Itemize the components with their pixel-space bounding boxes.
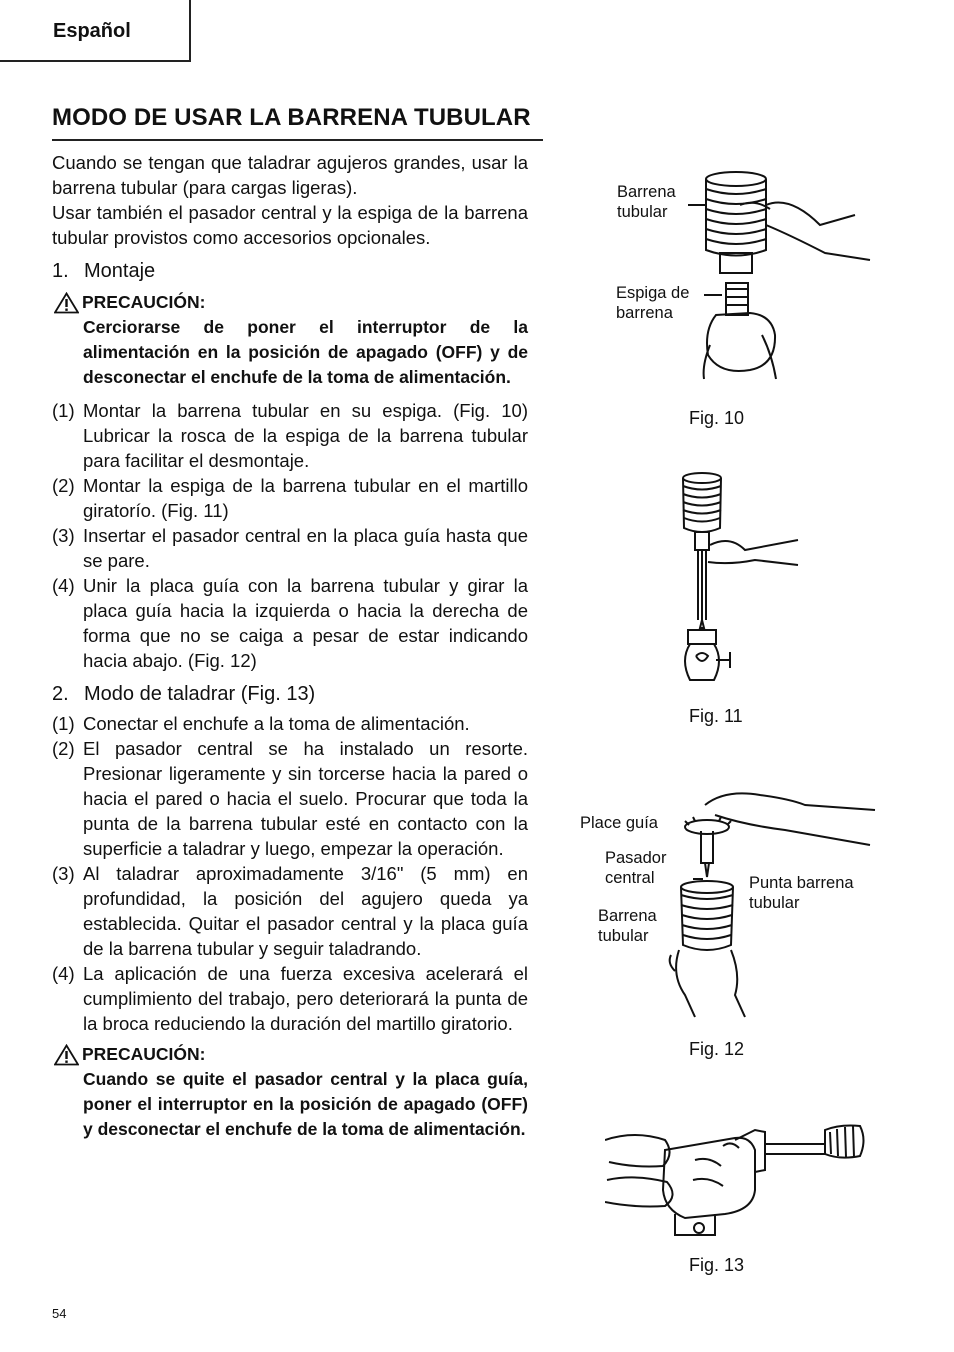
language-tab	[0, 0, 191, 62]
step-number: (1)	[52, 713, 75, 734]
warning-triangle-icon	[54, 1044, 79, 1066]
step-text: Al taladrar aproximadamente 3/16" (5 mm) en profundidad, la posición del agujero queda ya establecida. Quitar el pasador central y la placa guía de la barrena tubular y seguir taladrando.	[83, 863, 528, 959]
intro-paragraph-2: Usar también el pasador central y la espiga de la barrena tubular provistos como accesorios opcionales.	[52, 202, 528, 248]
fig13-caption: Fig. 13	[689, 1255, 745, 1275]
fig12-label-tip-line2: tubular	[749, 894, 800, 912]
step-number: (2)	[52, 738, 75, 759]
step-text: El pasador central se ha instalado un resorte. Presionar ligeramente y sin torcerse hacia la pared o hacia el pared o hacia el suelo. Procurar que toda la punta de la barrena tubular esté en contacto con la superficie a taladrar y luego, empezar la operación.	[83, 738, 528, 859]
step-text: La aplicación de una fuerza excesiva acelerará el cumplimiento del trabajo, pero deteriorará la punta de la broca reduciendo la duración del martillo giratorio.	[83, 963, 528, 1034]
fig12-label-bit	[598, 906, 657, 946]
warning-triangle-icon	[54, 292, 79, 314]
language-label: Español	[53, 20, 131, 42]
fig12-label-tip-line1: Punta barrena	[749, 874, 854, 892]
list-item	[52, 736, 528, 861]
intro-paragraph-1: Cuando se tengan que taladrar agujeros grandes, usar la barrena tubular (para cargas ligeras).	[52, 152, 528, 198]
fig10-label-shank-line2: barrena	[616, 304, 673, 322]
list-item	[52, 398, 528, 473]
step-text: Montar la espiga de la barrena tubular en el martillo giratorío. (Fig. 11)	[83, 475, 528, 521]
fig12-label-bit-line1: Barrena	[598, 907, 657, 925]
fig10-caption: Fig. 10	[689, 408, 745, 428]
list-item	[52, 523, 528, 573]
fig13-hammer-drilling-illustration	[605, 1110, 875, 1245]
section-2-heading	[52, 682, 528, 707]
step-text: Unir la placa guía con la barrena tubular y girar la placa guía hacia la izquierda o hacia la derecha de forma que no se caiga a pesar de estar indicando hacia abajo. (Fig. 12)	[83, 575, 528, 671]
step-number: (2)	[52, 475, 75, 496]
caution-1-text: Cerciorarse de poner el interruptor de la alimentación en la posición de apagado (OFF) y de desconectar el enchufe de la toma de alimentación.	[83, 317, 528, 387]
fig12-label-pin	[605, 848, 666, 888]
list-item	[52, 573, 528, 673]
section-2-steps	[52, 711, 528, 1036]
fig12-core-bit-illustration	[665, 785, 880, 1020]
step-text: Insertar el pasador central en la placa guía hasta que se pare.	[83, 525, 528, 571]
fig10-label-shank	[616, 283, 689, 323]
fig11-caption: Fig. 11	[689, 706, 743, 726]
fig10-label-bit	[617, 182, 676, 222]
list-item	[52, 861, 528, 961]
text-column	[52, 150, 528, 1142]
section-1-steps	[52, 398, 528, 673]
fig10-label-bit-line2: tubular	[617, 203, 668, 221]
fig12-label-plate: Place guía	[580, 814, 658, 832]
list-item	[52, 473, 528, 523]
step-number: (3)	[52, 863, 75, 884]
caution-1-colon: :	[199, 292, 206, 312]
page-number: 54	[52, 1306, 67, 1321]
section-1-number: 1.	[52, 260, 69, 282]
caution-2-colon: :	[199, 1044, 206, 1064]
fig10-label-shank-line1: Espiga de	[616, 284, 690, 302]
step-number: (4)	[52, 575, 75, 596]
fig12-caption: Fig. 12	[689, 1039, 745, 1059]
step-number: (4)	[52, 963, 75, 984]
step-number: (3)	[52, 525, 75, 546]
caution-2-text: Cuando se quite el pasador central y la placa guía, poner el interruptor en la posición de apagado (OFF) y desconectar el enchufe de la toma de alimentación.	[83, 1069, 528, 1139]
fig10-label-bit-line1: Barrena	[617, 183, 676, 201]
step-text: Conectar el enchufe a la toma de alimentación.	[83, 713, 470, 734]
step-text: Montar la barrena tubular en su espiga. (Fig. 10) Lubricar la rosca de la espiga de la barrena tubular para facilitar el desmontaje.	[83, 400, 528, 471]
fig11-core-bit-illustration	[660, 470, 800, 690]
fig12-label-pin-line2: central	[605, 869, 655, 887]
title-underline	[52, 139, 543, 141]
list-item	[52, 711, 528, 736]
step-number: (1)	[52, 400, 75, 421]
section-1-title: Montaje	[84, 260, 156, 282]
page-title: MODO DE USAR LA BARRENA TUBULAR	[52, 104, 531, 131]
fig10-core-bit-illustration	[680, 165, 880, 385]
list-item	[52, 961, 528, 1036]
section-2-title: Modo de taladrar (Fig. 13)	[84, 683, 316, 705]
caution-2-title: PRECAUCIÓN	[82, 1044, 200, 1064]
caution-1-header	[52, 290, 528, 315]
caution-1-title: PRECAUCIÓN	[82, 292, 200, 312]
fig12-label-bit-line2: tubular	[598, 927, 649, 945]
section-1-heading	[52, 259, 528, 284]
section-2-number: 2.	[52, 683, 69, 705]
fig12-label-pin-line1: Pasador	[605, 849, 667, 867]
caution-2-header	[52, 1042, 528, 1067]
